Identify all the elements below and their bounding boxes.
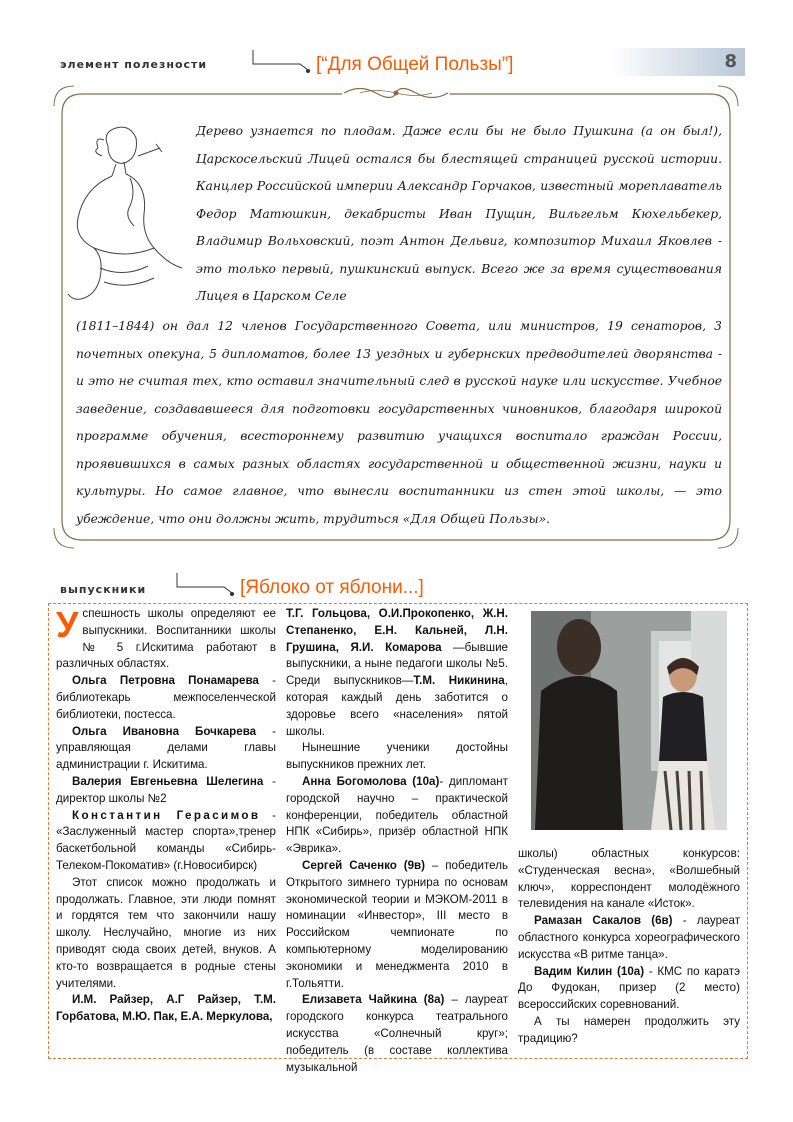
col2-text: , которая каждый день заботится о здоровье всего «населения» пятой школы. — [286, 674, 508, 738]
section-title: [Яблоко от яблони...] — [240, 577, 424, 598]
graduate-desc: - библиотекарь межпоселенческой библиотеки, постесса. — [56, 674, 276, 721]
ornament-icon — [340, 84, 452, 102]
page-title: [“Для Общей Пользы”] — [316, 54, 514, 75]
intro-text-top: Дерево узнается по плодам. Даже если бы не было Пушкина (а он был!), Царскосельский Лицей остался бы блестящей страницей русской истории. Канцлер Российской империи Александр Горчаков, известный мореплаватель Федор Матюшкин, декабристы Иван Пущин, Вильгельм Кюхельбекер, Владимир Вольховский, поэт Антон Дельвиг, композитор Михаил Яковлев - это только первый, пушкинский выпуск. Всего же за время существования Лицея в Царском Селе — [196, 124, 722, 303]
page-number: 8 — [724, 51, 737, 72]
student-desc: - лауреат областного конкурса хореографического искусства «В ритме танца». — [518, 914, 740, 961]
student-desc: – победитель Открытого зимнего турнира по основам экономической теории и МЭКОМ-2011 в номинации «Инвестор», III место в Российском чемпионате по компьютерному моделированию экономики и менеджмента 2010 в г.Тольятти. — [286, 858, 508, 990]
student-name: Сергей Саченко (9в) — [302, 858, 426, 872]
graduate-desc: - директор школы №2 — [56, 774, 276, 805]
intro-text-bottom: (1811–1844) он дал 12 членов Государственного Совета, или министров, 19 сенаторов, 3 почетных опекуна, 5 дипломатов, более 13 уездных и губернских предводителей дворянства - и это не считая тех, кто оставил значительный след в русской науке или искусстве. Учебное заведение, создававшееся для подготовки государственных чиновников, благодаря широкой программе обучения, всестороннему развитию учащихся воспитало граждан России, проявившихся в самых разных областях государственной и общественной жизни, науки и культуры. Но самое главное, что вынесли воспитанники из стен этой школы, — это убеждение, что они должны жить, трудиться «Для Общей Пользы». — [76, 319, 722, 526]
col2-paragraph: Нынешние ученики достойны выпускников прежних лет. — [286, 741, 508, 772]
teacher-names: И.М. Райзер, А.Г Райзер, Т.М. Горбатова, М.Ю. Пак, Е.А. Меркулова, — [56, 993, 276, 1024]
col2-text: —бывшие выпускники, а ныне педагоги школы №5. Среди выпускников— — [286, 640, 508, 688]
school-photo — [531, 611, 727, 830]
student-desc: - дипломант городской научно – практической конференции, победитель областной НПК «Сибирь», призёр областной НПК «Эврика». — [286, 774, 508, 856]
col1-paragraph: Этот список можно продолжать и продолжать. Главное, эти люди помнят и гордятся тем что закончили нашу школу. Неслучайно, многие из них приводят сюда своих детей, внуков. А кто-то возвращается в родные стены учителями. — [56, 875, 276, 990]
section-connector — [174, 571, 244, 605]
student-name: Рамазан Сакалов (6в) — [534, 914, 673, 928]
teacher-names: Т.Г. Гольцова, О.И.Прокопенко, Ж.Н. Степаненко, Е.Н. Кальней, Л.Н. Грушина, Я.И. Комарова — [286, 607, 508, 654]
graduate-desc: - «Заслуженный мастер спорта»,тренер баскетбольной команды «Сибирь-Телеком-Покоматив» (г.Новосибирск) — [56, 808, 276, 872]
graduate-name: Константин Герасимов — [72, 808, 261, 822]
page-number-bar — [610, 48, 745, 76]
graduate-name: Т.М. Никинина — [413, 674, 505, 688]
student-name: Вадим Килин (10а) — [534, 964, 645, 978]
col3-text: школы) областных конкурсов: «Студенческая весна», «Волшебный ключ», корреспондент молодёжного телевидения на канале «Исток». — [518, 847, 740, 911]
graduate-name: Валерия Евгеньевна Шелегина — [72, 774, 264, 788]
student-desc: – лауреат городского конкурса театрального искусства «Солнечный круг»; победитель (в составе коллектива музыкальной — [286, 993, 508, 1074]
student-name: Анна Богомолова (10а) — [302, 774, 440, 788]
article-column-1 — [56, 606, 276, 1026]
section-label-graduates: выпускники — [60, 583, 147, 596]
col1-intro: спешность школы определяют ее выпускники. Воспитанники школы № 5 г.Искитима работают в различных областях. — [56, 607, 276, 671]
student-name: Елизавета Чайкина (8а) — [302, 993, 445, 1007]
graduate-desc: - управляющая делами главы администрации г. Искитима. — [56, 724, 276, 772]
article-column-3 — [518, 846, 740, 1048]
section-label: элемент полезности — [60, 58, 208, 71]
drop-cap: У — [56, 604, 79, 645]
pushkin-sketch-illustration — [64, 118, 192, 308]
graduate-name: Ольга Ивановна Бочкарева — [72, 724, 257, 738]
header-connector — [250, 48, 320, 82]
student-desc: - КМС по каратэ До Фудокан, призер (2 место) всероссийских соревнований. — [518, 964, 740, 1012]
closing-question: А ты намерен продолжить эту традицию? — [518, 1014, 740, 1045]
graduate-name: Ольга Петровна Понамарева — [72, 674, 259, 688]
article-column-2 — [286, 606, 508, 1076]
